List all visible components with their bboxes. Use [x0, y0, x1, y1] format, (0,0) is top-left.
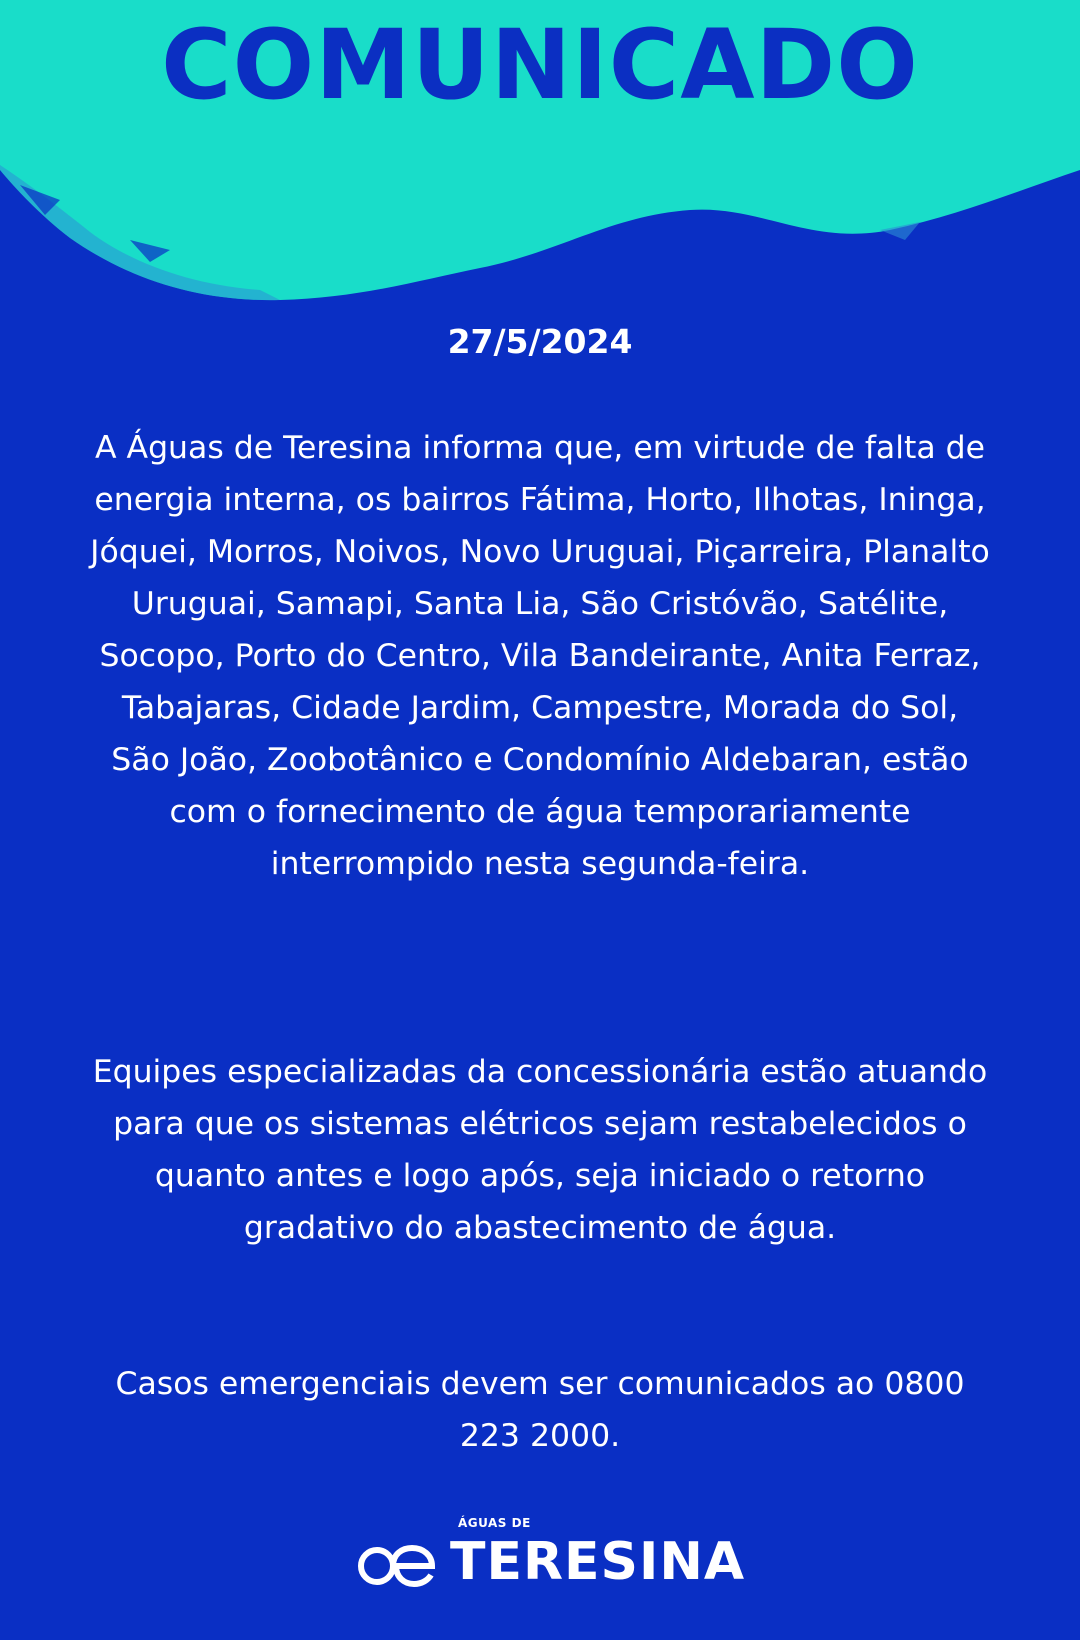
logo-top-text: ÁGUAS DE [458, 1516, 531, 1530]
notice-paragraph-1: A Águas de Teresina informa que, em virtude de falta de energia interna, os bairros Fátima, Horto, Ilhotas, Ininga, Jóquei, Morros, Noivos, Novo Uruguai, Piçarreira, Planalto Uruguai, Samapi, Santa Lia, São Cristóvão, Satélite, Socopo, Porto do Centro, Vila Bandeirante, Anita Ferraz, Tabajaras, Cidade Jardim, Campestre, Morada do Sol, São João, Zoobotânico e Condomínio Aldebaran, estão com o fornecimento de água temporariamente interrompido nesta segunda-feira. [90, 430, 990, 882]
page-title: COMUNICADO [161, 9, 919, 121]
logo-ae-icon [356, 1540, 438, 1590]
notice-paragraph-3: Casos emergenciais devem ser comunicados ao 0800 223 2000. [115, 1366, 965, 1454]
logo-name: TERESINA [450, 1532, 746, 1592]
notice-paragraph-2: Equipes especializadas da concessionária estão atuando para que os sistemas elétricos sejam restabelecidos o quanto antes e logo após, seja iniciado o retorno gradativo do abastecimento de água. [92, 1054, 988, 1246]
brand-logo [0, 1516, 1080, 1616]
notice-date: 27/5/2024 [447, 322, 633, 361]
